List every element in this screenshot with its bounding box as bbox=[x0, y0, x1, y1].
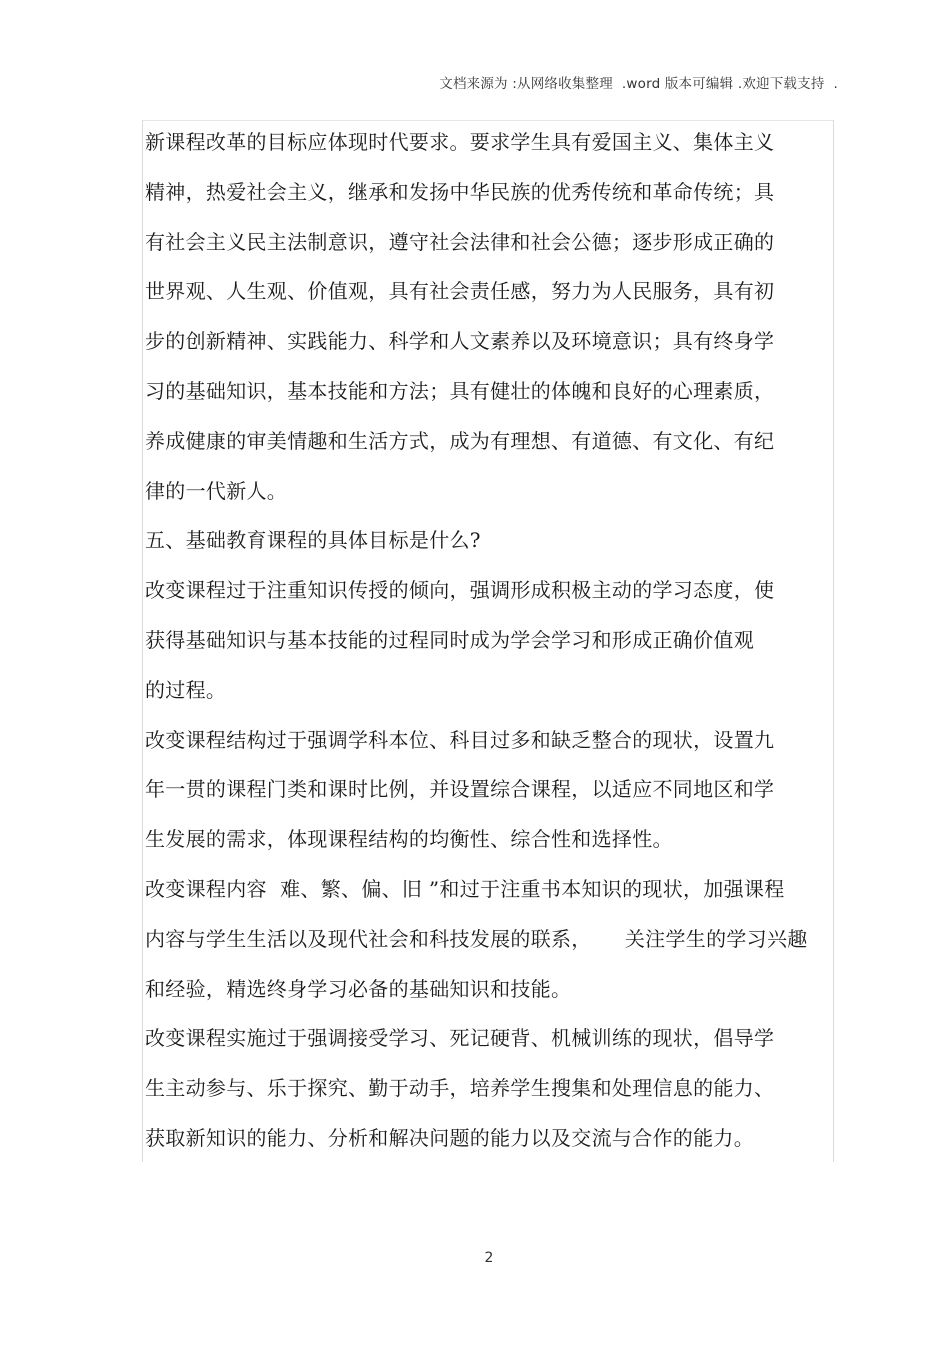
body-line-18: 和经验，精选终身学习必备的基础知识和技能。 bbox=[145, 976, 572, 1001]
body-line-3: 有社会主义民主法制意识，遵守社会法律和社会公德；逐步形成正确的 bbox=[145, 229, 775, 254]
body-line-7: 养成健康的审美情趣和生活方式，成为有理想、有道德、有文化、有纪 bbox=[145, 428, 775, 453]
body-line-2: 精神，热爱社会主义，继承和发扬中华民族的优秀传统和革命传统；具 bbox=[145, 179, 775, 204]
body-line-15: 生发展的需求，体现课程结构的均衡性、综合性和选择性。 bbox=[145, 827, 673, 852]
page-header-note: 文档来源为 :从网络收集整理 .word 版本可编辑 .欢迎下载支持 . bbox=[439, 76, 838, 92]
body-line-13: 改变课程结构过于强调学科本位、科目过多和缺乏整合的现状，设置九 bbox=[145, 727, 775, 752]
body-line-8: 律的一代新人。 bbox=[145, 478, 288, 503]
text-frame-left-border bbox=[142, 120, 143, 1162]
body-line-17: 内容与学生生活以及现代社会和科技发展的联系， 关注学生的学习兴趣 bbox=[145, 926, 808, 951]
body-line-10: 改变课程过于注重知识传授的倾向，强调形成积极主动的学习态度，使 bbox=[145, 578, 775, 603]
body-line-16: 改变课程内容 难、繁、偏、旧 ”和过于注重书本知识的现状，加强课程 bbox=[145, 876, 785, 901]
document-body bbox=[145, 118, 835, 1164]
body-line-19: 改变课程实施过于强调接受学习、死记硬背、机械训练的现状，倡导学 bbox=[145, 1026, 775, 1051]
body-line-11: 获得基础知识与基本技能的过程同时成为学会学习和形成正确价值观 bbox=[145, 627, 754, 652]
body-line-6: 习的基础知识，基本技能和方法；具有健壮的体魄和良好的心理素质， bbox=[145, 378, 775, 403]
body-line-5: 步的创新精神、实践能力、科学和人文素养以及环境意识；具有终身学 bbox=[145, 329, 775, 354]
body-line-14: 年一贯的课程门类和课时比例，并设置综合课程，以适应不同地区和学 bbox=[145, 777, 775, 802]
section-heading: 五、基础教育课程的具体目标是什么? bbox=[145, 528, 481, 553]
body-line-1: 新课程改革的目标应体现时代要求。要求学生具有爱国主义、集体主义 bbox=[145, 130, 775, 154]
body-line-12: 的过程。 bbox=[145, 677, 227, 702]
body-line-20: 生主动参与、乐于探究、勤于动手，培养学生搜集和处理信息的能力、 bbox=[145, 1076, 775, 1101]
body-line-4: 世界观、人生观、价值观，具有社会责任感，努力为人民服务，具有初 bbox=[145, 279, 775, 304]
body-line-21: 获取新知识的能力、分析和解决问题的能力以及交流与合作的能力。 bbox=[145, 1125, 754, 1150]
page-number: 2 bbox=[484, 1250, 494, 1266]
